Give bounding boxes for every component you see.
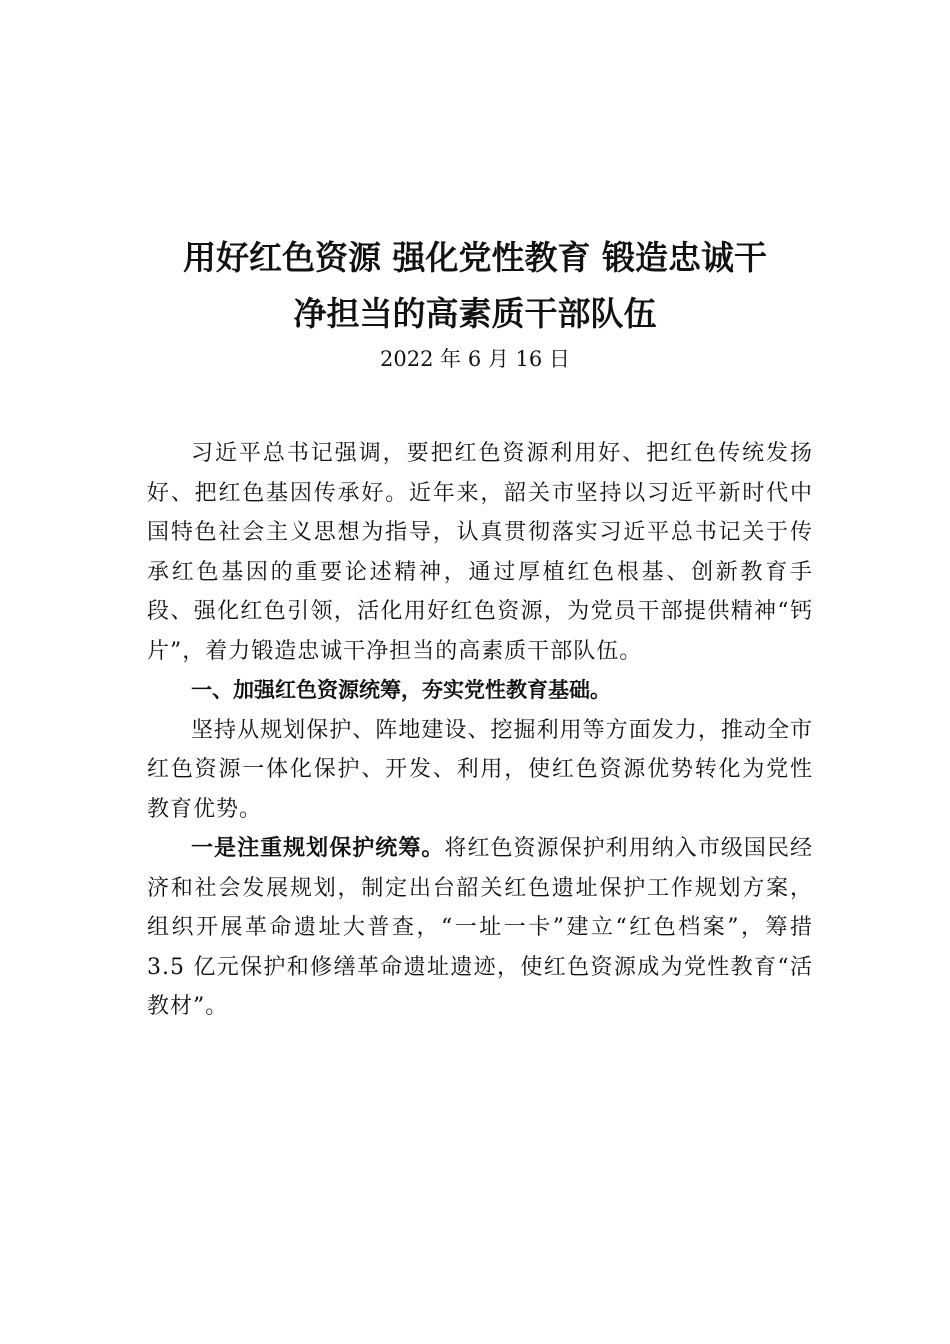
document-title [120,230,830,342]
document-body [147,434,813,1027]
paragraph-point-1-lead: 一是注重规划保护统筹。 [191,835,445,861]
title-line-1: 用好红色资源 强化党性教育 锻造忠诚干 [183,238,767,277]
paragraph-section-1-intro: 坚持从规划保护、阵地建设、挖掘利用等方面发力，推动全市红色资源一体化保护、开发、利用，使红色资源优势转化为党性教育优势。 [147,717,813,822]
title-line-2: 净担当的高素质干部队伍 [293,294,657,333]
paragraph-point-1 [147,829,813,1027]
document-date: 2022 年 6 月 16 日 [380,347,570,371]
section-heading-1: 一、加强红色资源统筹，夯实党性教育基础。 [191,678,611,702]
paragraph-intro: 习近平总书记强调，要把红色资源利用好、把红色传统发扬好、把红色基因传承好。近年来，韶关市坚持以习近平新时代中国特色社会主义思想为指导，认真贯彻落实习近平总书记关于传承红色基因的重要论述精神，通过厚植红色根基、创新教育手段、强化红色引领，活化用好红色资源，为党员干部提供精神“钙片”，着力锻造忠诚干净担当的高素质干部队伍。 [147,441,813,664]
paragraph-point-1-text: 将红色资源保护利用纳入市级国民经济和社会发展规划，制定出台韶关红色遗址保护工作规划方案，组织开展革命遗址大普查，“一址一卡”建立“红色档案”，筹措 3.5 亿元保护和修缮革命遗址遗迹，使红色资源成为党性教育“活教材”。 [147,836,813,1019]
